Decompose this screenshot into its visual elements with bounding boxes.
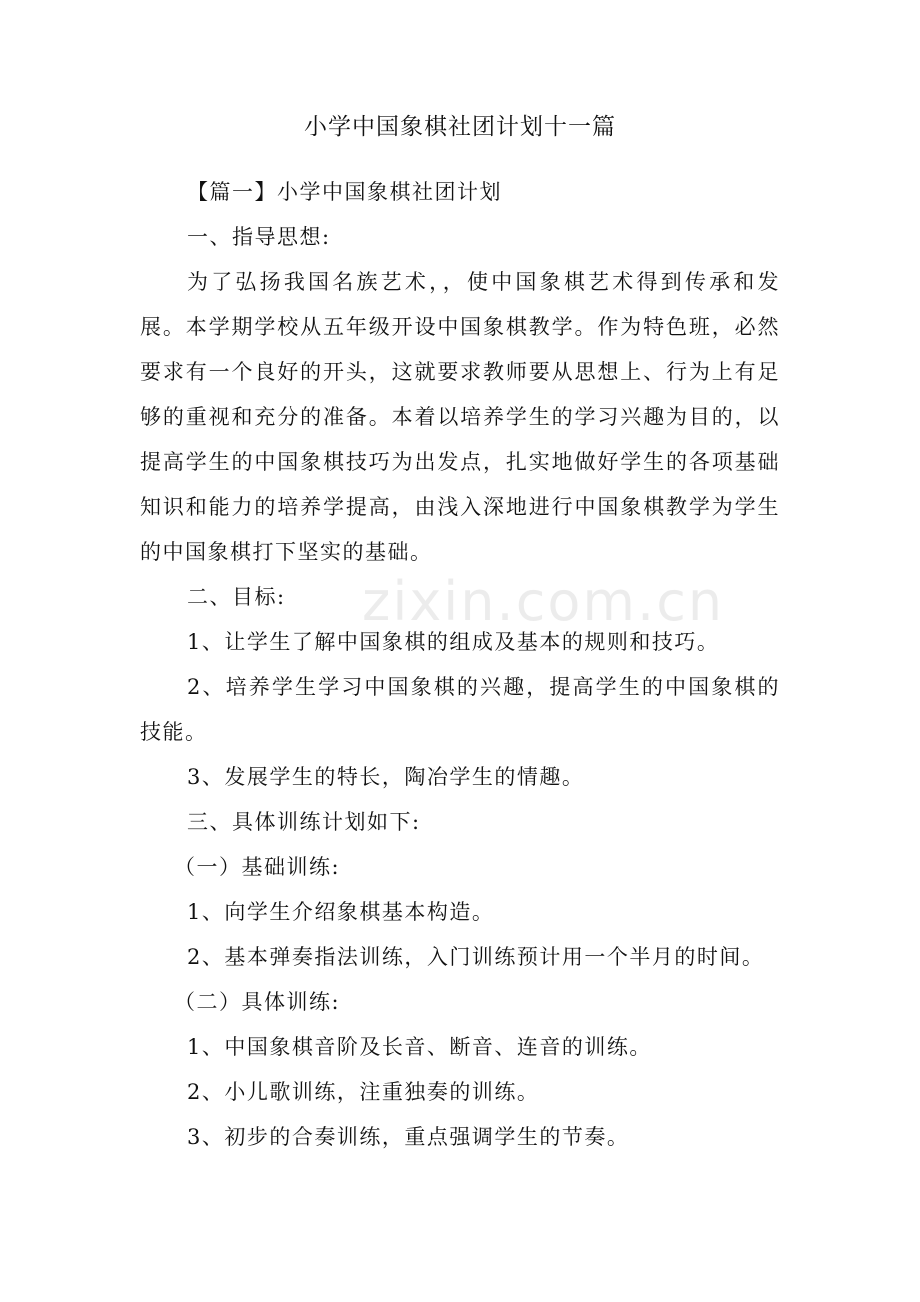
list-item: 1、让学生了解中国象棋的组成及基本的规则和技巧。	[187, 630, 720, 654]
section-subheading: 二、目标:	[187, 585, 286, 609]
list-item: 2、培养学生学习中国象棋的兴趣，提高学生的中国象棋的技能。	[140, 675, 780, 744]
watermark: zixin.com.cn	[362, 570, 725, 633]
list-item: 3、初步的合奏训练，重点强调学生的节奏。	[187, 1125, 630, 1149]
document-title: 小学中国象棋社团计划十一篇	[304, 114, 616, 140]
subsection-heading: （二）具体训练:	[174, 990, 341, 1014]
list-item: 1、向学生介绍象棋基本构造。	[187, 900, 495, 924]
section-subheading: 一、指导思想:	[187, 225, 331, 249]
section-subheading: 三、具体训练计划如下:	[187, 810, 421, 834]
list-item: 1、中国象棋音阶及长音、断音、连音的训练。	[187, 1035, 652, 1059]
subsection-heading: （一）基础训练:	[174, 855, 341, 879]
list-item: 2、小儿歌训练，注重独奏的训练。	[187, 1080, 540, 1104]
section-heading: 【篇一】小学中国象棋社团计划	[187, 180, 502, 204]
list-item: 2、基本弹奏指法训练，入门训练预计用一个半月的时间。	[187, 945, 765, 969]
document-body	[140, 170, 780, 1160]
list-item: 3、发展学生的特长，陶冶学生的情趣。	[187, 765, 585, 789]
body-paragraph: 为了弘扬我国名族艺术，，使中国象棋艺术得到传承和发展。本学期学校从五年级开设中国象棋教学。作为特色班，必然要求有一个良好的开头，这就要求教师要从思想上、行为上有足够的重视和充分的准备。本着以培养学生的学习兴趣为目的，以提高学生的中国象棋技巧为出发点，扎实地做好学生的各项基础知识和能力的培养学提高，由浅入深地进行中国象棋教学为学生的中国象棋打下坚实的基础。	[140, 270, 780, 564]
